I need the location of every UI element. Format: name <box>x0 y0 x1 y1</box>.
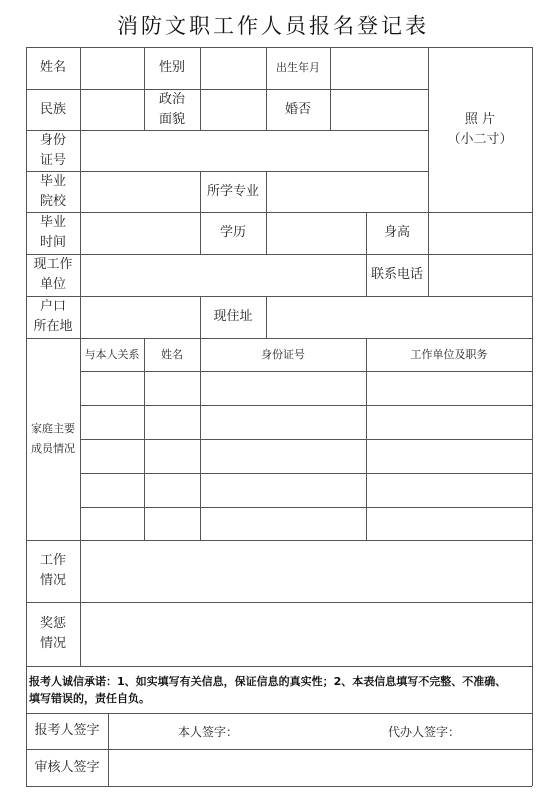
agent-sign-label: 代办人签字： <box>388 725 461 739</box>
reviewer-sign-label: 审核人签字 <box>34 759 100 775</box>
major-field[interactable] <box>266 171 428 212</box>
applicant-sign-field[interactable] <box>108 713 532 749</box>
gender-field[interactable] <box>200 47 266 89</box>
political-status-label: 政治 面貌 <box>158 91 185 127</box>
awards-field[interactable] <box>80 602 532 666</box>
family-col-work: 工作单位及职务 <box>410 347 488 361</box>
awards-label: 奖惩 情况 <box>39 616 66 651</box>
photo-size-label: （小二寸） <box>447 131 513 147</box>
idcard-label: 身份 证号 <box>39 132 66 168</box>
family-col-name: 姓名 <box>161 347 183 361</box>
birth-label: 出生年月 <box>276 61 320 74</box>
photo-box[interactable] <box>428 47 532 212</box>
family-col-relation: 与本人关系 <box>84 347 140 361</box>
photo-label: 照 片 <box>464 111 496 127</box>
marital-field[interactable] <box>330 89 428 130</box>
grad-school-label: 毕业 院校 <box>39 173 66 209</box>
gender-label: 性别 <box>158 60 185 75</box>
education-label: 学历 <box>219 225 246 240</box>
marital-label: 婚否 <box>284 101 311 117</box>
phone-label: 联系电话 <box>370 267 423 282</box>
education-field[interactable] <box>266 212 366 254</box>
workplace-label: 现工作 单位 <box>33 257 73 292</box>
family-row[interactable] <box>80 473 532 507</box>
applicant-sign-label: 报考人签字 <box>34 723 100 738</box>
family-row[interactable] <box>80 439 532 473</box>
self-sign-label: 本人签字： <box>178 725 239 739</box>
hukou-field[interactable] <box>80 296 200 338</box>
major-label: 所学专业 <box>206 183 259 199</box>
pledge-text: 报考人诚信承诺：1、如实填写有关信息，保证信息的真实性；2、本表信息填写不完整、不准确、 填写错误的，责任自负。 <box>29 675 507 705</box>
name-field[interactable] <box>80 47 144 89</box>
work-experience-label: 工作 情况 <box>39 553 66 588</box>
family-label: 家庭主要 成员情况 <box>31 422 75 455</box>
family-row[interactable] <box>80 371 532 405</box>
phone-field[interactable] <box>428 254 532 296</box>
name-label: 姓名 <box>39 60 66 75</box>
ethnicity-label: 民族 <box>39 101 66 117</box>
address-label: 现住址 <box>213 309 253 324</box>
grad-time-field[interactable] <box>80 212 200 254</box>
reviewer-sign-field[interactable] <box>108 749 532 786</box>
grad-school-field[interactable] <box>80 171 200 212</box>
family-row[interactable] <box>80 507 532 540</box>
registration-form <box>26 47 532 786</box>
form-title: 消防文职工作人员报名登记表 <box>117 14 429 38</box>
family-col-id: 身份证号 <box>261 347 305 361</box>
ethnicity-field[interactable] <box>80 89 144 130</box>
grad-time-label: 毕业 时间 <box>39 215 66 250</box>
idcard-field[interactable] <box>80 130 428 171</box>
height-field[interactable] <box>428 212 532 254</box>
work-experience-field[interactable] <box>80 540 532 602</box>
birth-field[interactable] <box>330 47 428 89</box>
address-field[interactable] <box>266 296 532 338</box>
workplace-field[interactable] <box>80 254 366 296</box>
political-status-field[interactable] <box>200 89 266 130</box>
family-row[interactable] <box>80 405 532 439</box>
hukou-label: 户口 所在地 <box>33 299 73 334</box>
height-label: 身高 <box>383 225 410 240</box>
